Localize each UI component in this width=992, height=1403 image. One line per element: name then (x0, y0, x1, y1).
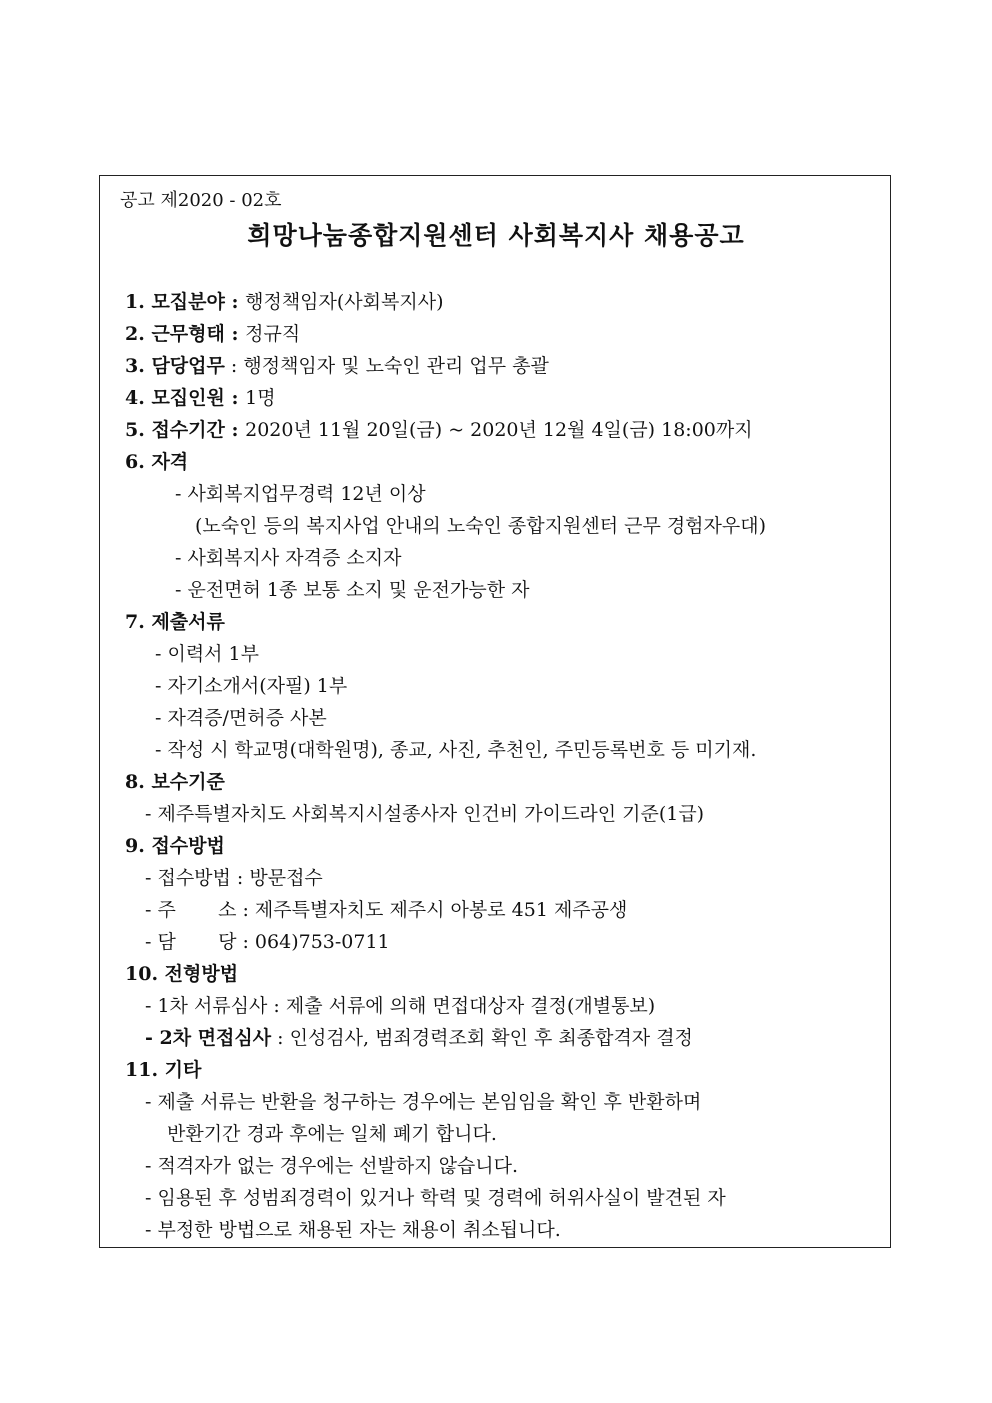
section-heading: 5. 접수기간 (125, 419, 225, 441)
section-heading: 1. 모집분야 (125, 291, 225, 313)
page-title: 희망나눔종합지원센터 사회복지사 채용공고 (247, 221, 745, 250)
list-item: - 임용된 후 성범죄경력이 있거나 학력 및 경력에 허위사실이 발견된 자 (145, 1187, 726, 1209)
list-item: - 부정한 방법으로 채용된 자는 채용이 취소됩니다. (145, 1219, 561, 1241)
list-item: - 적격자가 없는 경우에는 선발하지 않습니다. (145, 1155, 519, 1177)
list-item: (노숙인 등의 복지사업 안내의 노숙인 종합지원센터 근무 경험자우대) (195, 515, 767, 537)
section-employment-type (125, 321, 300, 347)
section-salary-heading: 8. 보수기준 (125, 771, 225, 793)
section-duties (125, 353, 549, 379)
section-heading: 2. 근무형태 (125, 323, 225, 345)
section-value: 행정책임자(사회복지사) (245, 291, 444, 313)
list-item: - 사회복지업무경력 12년 이상 (175, 483, 426, 505)
list-item: - 자기소개서(자필) 1부 (155, 675, 348, 697)
section-headcount (125, 385, 276, 411)
list-item: - 제주특별자치도 사회복지시설종사자 인건비 가이드라인 기준(1급) (145, 803, 705, 825)
item-rest: : 인성검사, 범죄경력조회 확인 후 최종합격자 결정 (271, 1027, 693, 1049)
list-item: - 제출 서류는 반환을 청구하는 경우에는 본임임을 확인 후 반환하며 (145, 1091, 702, 1113)
list-item: - 이력서 1부 (155, 643, 260, 665)
separator: : (224, 323, 246, 345)
section-value: 1명 (245, 387, 276, 409)
section-qualification-heading: 6. 자격 (125, 451, 189, 473)
list-item: - 접수방법 : 방문접수 (145, 867, 323, 889)
section-heading: 3. 담당업무 (125, 355, 225, 377)
section-heading: 4. 모집인원 (125, 387, 225, 409)
separator: : (224, 387, 246, 409)
notice-number: 공고 제2020 - 02호 (120, 190, 282, 211)
list-item: - 주 소 : 제주특별자치도 제주시 아봉로 451 제주공생 (145, 899, 628, 921)
list-item: - 1차 서류심사 : 제출 서류에 의해 면접대상자 결정(개별통보) (145, 995, 656, 1017)
separator: : (224, 419, 246, 441)
section-other-heading: 11. 기타 (125, 1059, 202, 1081)
separator: : (224, 355, 244, 377)
list-item: - 자격증/면허증 사본 (155, 707, 327, 729)
section-submission-heading: 9. 접수방법 (125, 835, 225, 857)
section-value: 2020년 11월 20일(금) ~ 2020년 12월 4일(금) 18:00까지 (245, 419, 753, 441)
list-item: - 사회복지사 자격증 소지자 (175, 547, 402, 569)
list-item: - 담 당 : 064)753-0711 (145, 931, 390, 953)
section-selection-heading: 10. 전형방법 (125, 963, 239, 985)
notice-frame (99, 175, 891, 1248)
list-item (145, 1025, 693, 1051)
section-application-period (125, 417, 753, 443)
item-bold-prefix: - 2차 면접심사 (145, 1027, 272, 1049)
section-value: 행정책임자 및 노숙인 관리 업무 총괄 (243, 355, 549, 377)
section-recruit-field (125, 289, 444, 315)
list-item: - 운전면허 1종 보통 소지 및 운전가능한 자 (175, 579, 530, 601)
list-item: - 작성 시 학교명(대학원명), 종교, 사진, 추천인, 주민등록번호 등 미기재. (155, 739, 757, 761)
list-item: 반환기간 경과 후에는 일체 폐기 합니다. (167, 1123, 497, 1145)
section-documents-heading: 7. 제출서류 (125, 611, 225, 633)
separator: : (224, 291, 246, 313)
section-value: 정규직 (245, 323, 301, 345)
